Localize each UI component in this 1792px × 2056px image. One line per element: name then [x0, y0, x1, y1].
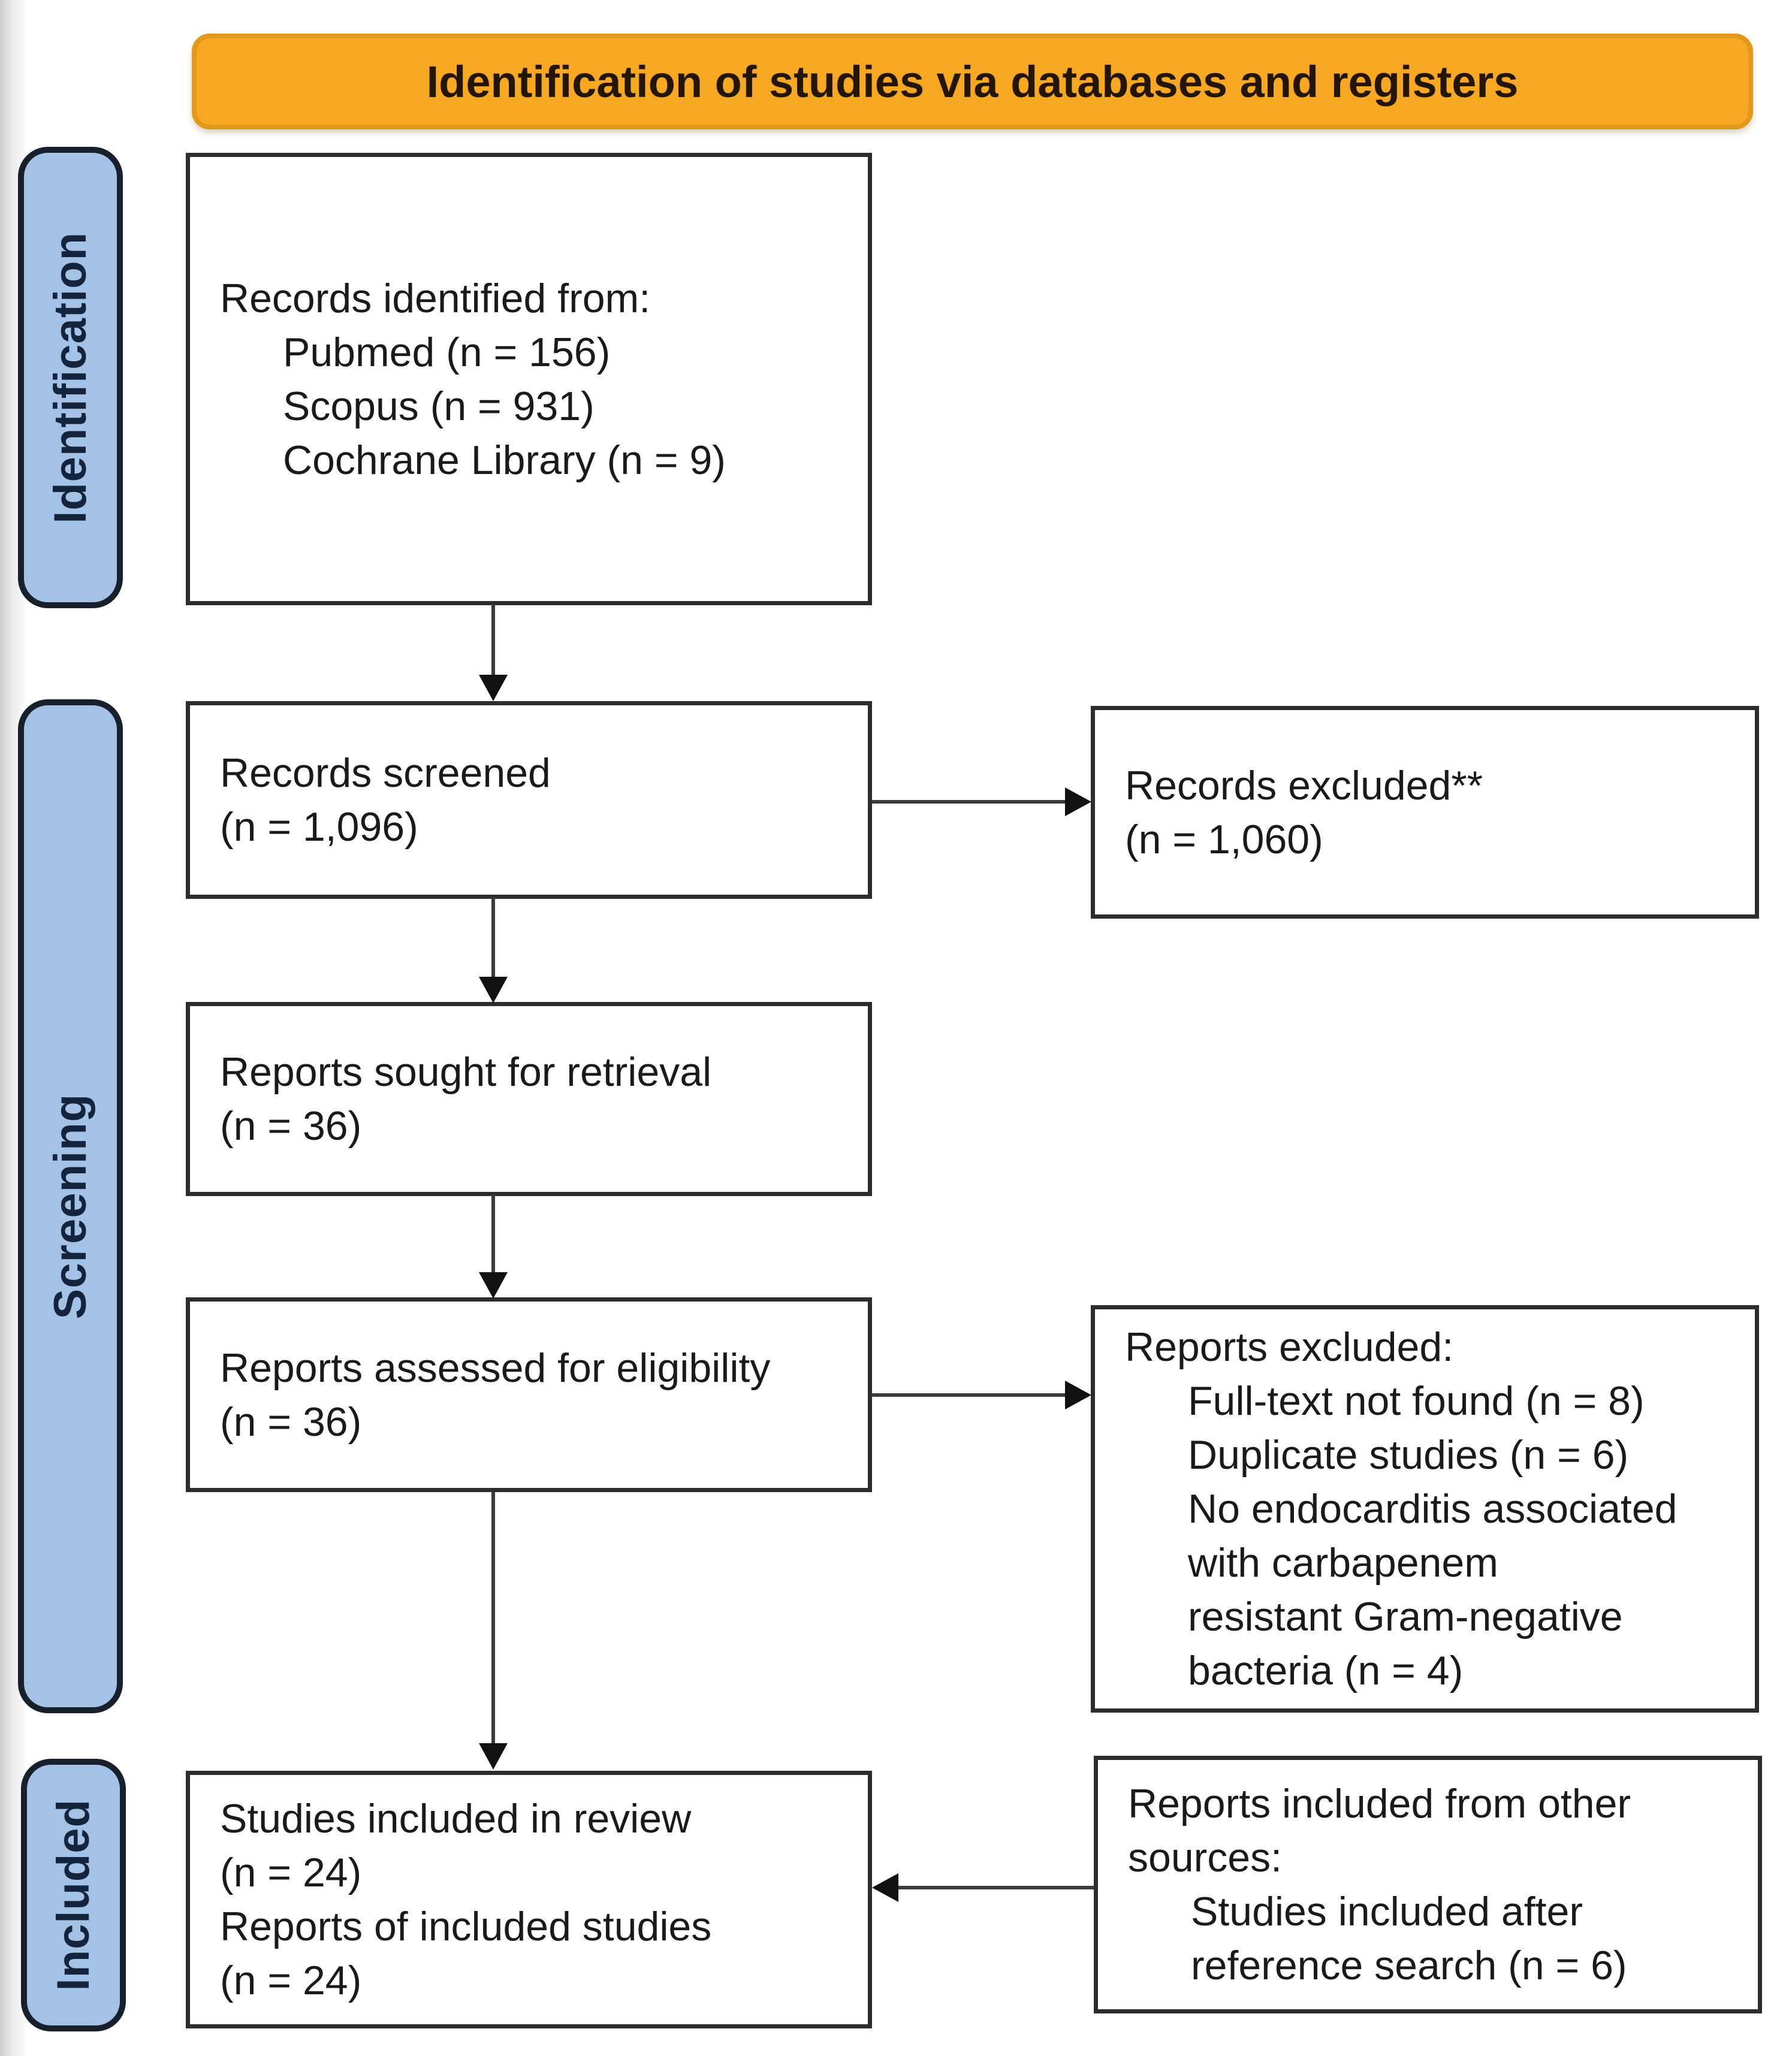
box-reports-sought: [186, 1002, 872, 1196]
box-line: Scopus (n = 931): [283, 383, 595, 429]
banner-identification-via-databases: [192, 34, 1753, 129]
box-line: resistant Gram-negative: [1188, 1594, 1623, 1640]
box-line: Records excluded**: [1125, 762, 1483, 808]
box-line: Reports of included studies: [220, 1904, 712, 1949]
box-line: Records identified from:: [220, 275, 651, 321]
arrow-line-assessed-to-reports-excluded: [872, 1393, 1067, 1397]
box-line: (n = 24): [220, 1850, 362, 1895]
arrow-line-other-sources-to-included: [897, 1886, 1094, 1889]
arrowhead-identified-to-screened: [479, 675, 508, 701]
box-line: (n = 36): [220, 1399, 362, 1445]
banner-title: Identification of studies via databases and registers: [426, 56, 1519, 107]
box-line: reference search (n = 6): [1191, 1943, 1627, 1988]
box-line: Pubmed (n = 156): [283, 329, 611, 375]
box-records-screened: [186, 701, 872, 899]
arrowhead-assessed-to-included: [479, 1743, 508, 1770]
box-line: Studies included in review: [220, 1796, 692, 1841]
box-records-identified: [186, 153, 872, 605]
arrowhead-other-sources-to-included: [872, 1873, 898, 1902]
box-line: Reports excluded:: [1125, 1324, 1454, 1370]
arrow-line-screened-to-excluded: [872, 800, 1067, 804]
box-line: sources:: [1128, 1835, 1282, 1880]
box-line: Studies included after: [1191, 1889, 1583, 1934]
arrow-line-identified-to-screened: [491, 604, 495, 677]
box-line: Duplicate studies (n = 6): [1188, 1432, 1629, 1478]
box-reports-other-sources: [1094, 1756, 1762, 2013]
box-line: (n = 36): [220, 1103, 362, 1149]
box-line: (n = 1,096): [220, 804, 418, 850]
arrow-line-assessed-to-included: [491, 1492, 495, 1746]
stage-label-identification-text: Identification: [45, 231, 96, 524]
box-line: (n = 1,060): [1125, 816, 1323, 862]
box-line: (n = 24): [220, 1958, 362, 2003]
box-line: Reports included from other: [1128, 1781, 1631, 1826]
arrowhead-screened-to-sought: [479, 977, 508, 1003]
box-reports-assessed: [186, 1297, 872, 1492]
box-line: No endocarditis associated: [1188, 1486, 1678, 1532]
stage-label-included-text: Included: [48, 1799, 99, 1991]
box-line: Cochrane Library (n = 9): [283, 437, 726, 483]
stage-label-screening-text: Screening: [45, 1093, 96, 1320]
box-line: Reports assessed for eligibility: [220, 1345, 771, 1391]
arrowhead-assessed-to-reports-excluded: [1065, 1381, 1091, 1409]
box-records-excluded: [1091, 706, 1759, 919]
box-line: Reports sought for retrieval: [220, 1049, 712, 1095]
box-reports-excluded: [1091, 1305, 1759, 1713]
stage-label-included: [21, 1759, 126, 2031]
arrow-line-screened-to-sought: [491, 898, 495, 979]
box-line: Records screened: [220, 750, 551, 796]
stage-label-identification: [18, 147, 123, 608]
arrowhead-screened-to-excluded: [1065, 787, 1091, 816]
arrow-line-sought-to-assessed: [491, 1195, 495, 1275]
box-line: Full-text not found (n = 8): [1188, 1378, 1645, 1424]
box-line: with carbapenem: [1188, 1540, 1498, 1586]
arrowhead-sought-to-assessed: [479, 1272, 508, 1299]
stage-label-screening: [18, 699, 123, 1713]
box-studies-included: [186, 1771, 872, 2028]
box-line: bacteria (n = 4): [1188, 1648, 1464, 1693]
